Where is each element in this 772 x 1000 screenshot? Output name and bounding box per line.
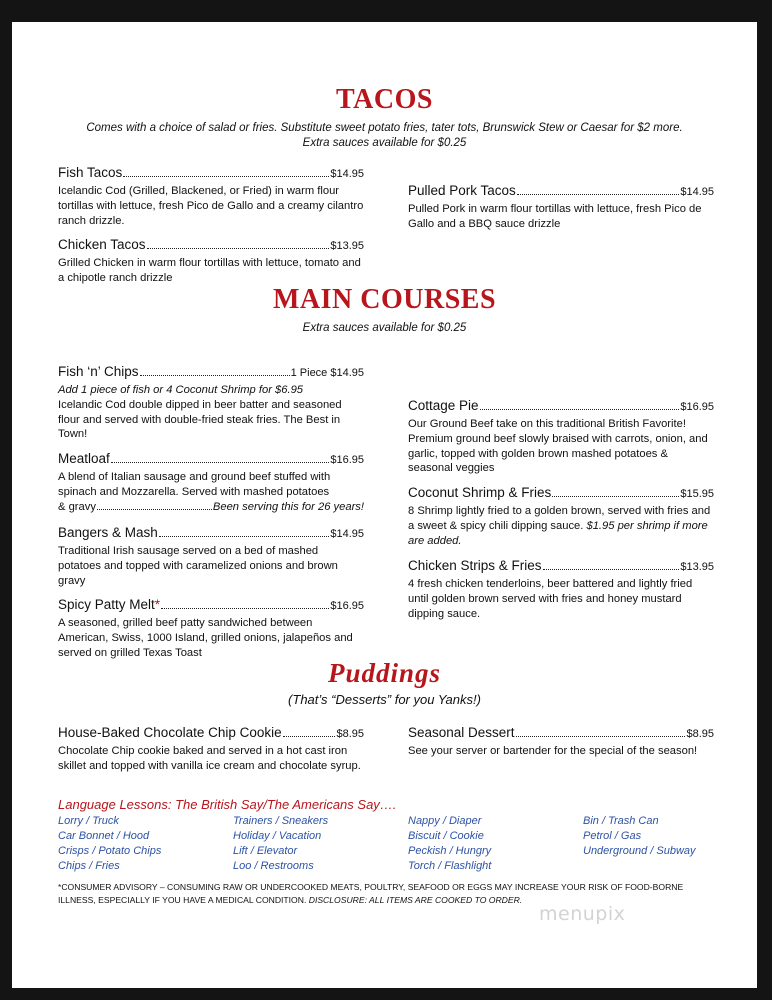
language-pair: Loo / Restrooms xyxy=(233,860,314,872)
item-name: Fish ‘n’ Chips xyxy=(58,364,139,379)
language-pair: Underground / Subway xyxy=(583,845,696,857)
menu-item-fish-n-chips xyxy=(58,363,364,442)
language-pair: Chips / Fries xyxy=(58,860,120,872)
advisory-text: *CONSUMER ADVISORY – CONSUMING RAW OR UNDERCOOKED MEATS, POULTRY, SEAFOOD OR EGGS MAY INCREASE YOUR RISK OF FOOD-BORNE ILLNESS, ESPECIALLY IF YOU HAVE A MEDICAL CONDITION. xyxy=(58,882,684,905)
main-courses-heading: MAIN COURSES xyxy=(272,284,497,315)
item-name: House-Baked Chocolate Chip Cookie xyxy=(58,725,282,740)
language-column-1 xyxy=(58,814,161,874)
item-name: Cottage Pie xyxy=(408,398,479,413)
item-name: Chicken Strips & Fries xyxy=(408,558,542,573)
item-description: 8 Shrimp lightly fried to a golden brown, served with fries and a sweet & spicy chili dipping sauce. xyxy=(408,505,711,532)
item-price: $16.95 xyxy=(680,401,714,413)
item-description: A seasoned, grilled beef patty sandwiched between American, Swiss, 1000 Island, grilled onions, jalapeños and served on grilled Texas Toast xyxy=(58,617,353,659)
item-description: 4 fresh chicken tenderloins, beer battered and lightly fried until golden brown served with fries and honey mustard dipping sauce. xyxy=(408,578,693,620)
language-pair: Torch / Flashlight xyxy=(408,860,492,872)
language-pair: Lift / Elevator xyxy=(233,845,298,857)
item-price: $13.95 xyxy=(330,240,364,252)
menu-item-seasonal-dessert xyxy=(408,724,714,759)
menu-item-pulled-pork-tacos xyxy=(408,182,714,232)
language-column-2 xyxy=(233,814,328,874)
item-description: Icelandic Cod (Grilled, Blackened, or Fried) in warm flour tortillas with lettuce, fresh Pico de Gallo and a creamy cilantro ranch drizzle. xyxy=(58,185,364,227)
puddings-heading: Puddings xyxy=(327,658,442,688)
language-pair: Holiday / Vacation xyxy=(233,830,322,842)
item-name: Meatloaf xyxy=(58,451,110,466)
item-description: Traditional Irish sausage served on a bed of mashed potatoes and topped with caramelized onions and brown gravy xyxy=(58,545,338,587)
language-pair: Biscuit / Cookie xyxy=(408,830,484,842)
item-price: $15.95 xyxy=(680,488,714,500)
item-note: Been serving this for 26 years! xyxy=(212,500,364,513)
language-pair: Nappy / Diaper xyxy=(408,815,482,827)
language-pair: Car Bonnet / Hood xyxy=(58,830,150,842)
disclosure-text: DISCLOSURE: ALL ITEMS ARE COOKED TO ORDER. xyxy=(308,894,523,905)
language-pair: Bin / Trash Can xyxy=(583,815,659,827)
menu-item-chocolate-chip-cookie xyxy=(58,724,364,774)
item-description: Grilled Chicken in warm flour tortillas with lettuce, tomato and a chipotle ranch drizzle xyxy=(58,257,361,284)
item-price: $14.95 xyxy=(330,168,364,180)
item-price: $8.95 xyxy=(686,728,714,740)
menu-item-chicken-strips-fries xyxy=(408,557,714,621)
language-pair: Trainers / Sneakers xyxy=(233,815,329,827)
item-description-tail: & gravy xyxy=(58,500,96,513)
advisory-asterisk: * xyxy=(154,597,161,612)
menu-page xyxy=(12,22,757,988)
item-description: A blend of Italian sausage and ground beef stuffed with spinach and Mozzarella. Served with mashed potatoes xyxy=(58,471,331,498)
item-name: Fish Tacos xyxy=(58,165,123,180)
item-price: 1 Piece $14.95 xyxy=(290,367,364,379)
tacos-heading: TACOS xyxy=(336,84,433,115)
item-name: Chicken Tacos xyxy=(58,237,146,252)
item-price: $16.95 xyxy=(330,600,364,612)
puddings-subtitle: (That’s “Desserts” for you Yanks!) xyxy=(288,692,481,707)
menu-item-spicy-patty-melt xyxy=(58,596,364,660)
item-note: $1.95 per shrimp if more are added. xyxy=(408,519,708,547)
item-price: $13.95 xyxy=(680,561,714,573)
item-price: $14.95 xyxy=(680,186,714,198)
item-name: Coconut Shrimp & Fries xyxy=(408,485,552,500)
menu-item-meatloaf xyxy=(58,450,364,514)
item-name: Pulled Pork Tacos xyxy=(408,183,516,198)
item-note: Add 1 piece of fish or 4 Coconut Shrimp for $6.95 xyxy=(58,384,304,396)
language-lessons-title: Language Lessons: The British Say/The Americans Say…. xyxy=(58,797,397,812)
menu-item-cottage-pie xyxy=(408,397,714,476)
item-name: Seasonal Dessert xyxy=(408,725,515,740)
menu-item-coconut-shrimp-fries xyxy=(408,484,714,548)
language-column-3 xyxy=(408,814,491,874)
item-price: $14.95 xyxy=(330,528,364,540)
language-column-4 xyxy=(583,814,696,859)
language-pair: Petrol / Gas xyxy=(583,830,642,842)
language-pair: Crisps / Potato Chips xyxy=(58,845,162,857)
item-description: See your server or bartender for the special of the season! xyxy=(408,745,698,757)
item-price: $16.95 xyxy=(330,454,364,466)
item-name: Bangers & Mash xyxy=(58,525,158,540)
item-description: Our Ground Beef take on this traditional British Favorite! Premium ground beef slowly braised with carrots, onion, and garlic, topped with golden brown mashed potatoes & seasonal veggies xyxy=(408,418,708,475)
language-pair: Peckish / Hungry xyxy=(408,845,492,857)
menu-item-fish-tacos xyxy=(58,164,364,228)
item-description: Icelandic Cod double dipped in beer batter and seasoned flour and served with double-fried steak fries. The Best in Town! xyxy=(58,398,342,441)
item-description: Chocolate Chip cookie baked and served in a hot cast iron skillet and topped with vanilla ice cream and chocolate syrup. xyxy=(58,745,361,772)
menupix-watermark: menupix xyxy=(539,903,626,925)
item-price: $8.95 xyxy=(336,728,364,740)
tacos-subtitle-1: Comes with a choice of salad or fries. Substitute sweet potato fries, tater tots, Brunswick Stew or Caesar for $2 more. xyxy=(86,122,683,134)
language-pair: Lorry / Truck xyxy=(58,815,119,827)
tacos-subtitle-2: Extra sauces available for $0.25 xyxy=(302,137,467,149)
main-courses-subtitle: Extra sauces available for $0.25 xyxy=(302,322,467,334)
menu-item-bangers-mash xyxy=(58,524,364,588)
item-name: Spicy Patty Melt xyxy=(58,597,155,612)
item-description: Pulled Pork in warm flour tortillas with lettuce, fresh Pico de Gallo and a BBQ sauce drizzle xyxy=(408,203,702,230)
menu-item-chicken-tacos xyxy=(58,236,364,286)
